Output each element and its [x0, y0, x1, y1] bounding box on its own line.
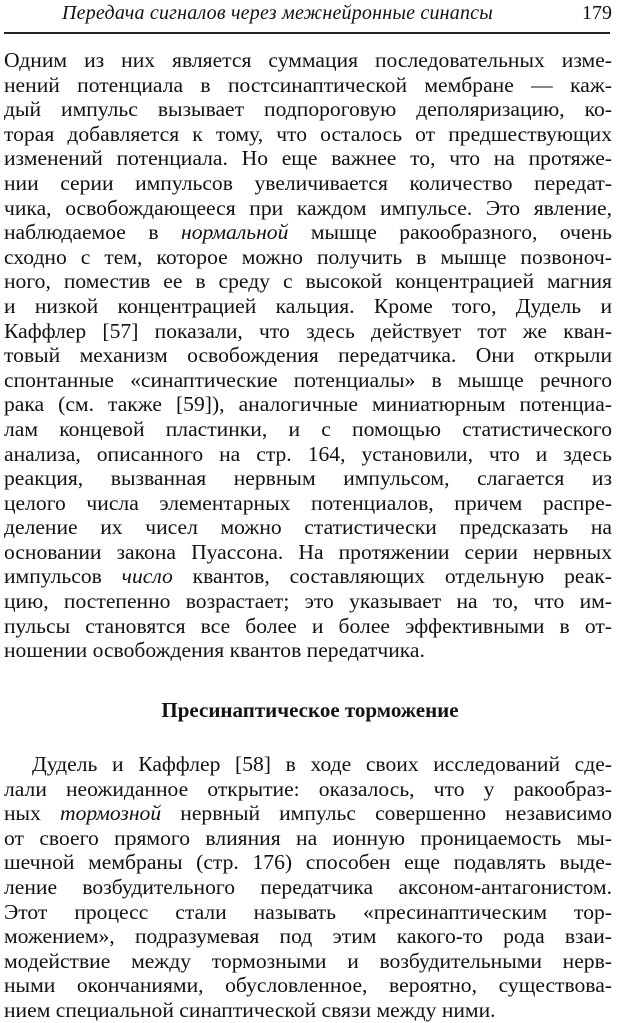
header-rule — [4, 32, 610, 34]
text-line: реакция, вызванная нервным импульсом, слагается из — [4, 466, 612, 491]
emphasis-normal: нормальной — [181, 220, 289, 245]
text-line: рака (см. также [59]), аналогичные миниатюрным потенциа- — [4, 392, 612, 417]
text-line: пульсы становятся все более и более эффективными в от- — [4, 613, 612, 638]
text-line: нием специальной синаптической связи между ними. — [4, 997, 496, 1022]
text-line: чика, освобождающееся при каждом импульсе. Это явление, — [4, 195, 612, 220]
section-heading: Пресинаптическое торможение — [161, 698, 459, 722]
text-line: лали неожиданное открытие: оказалось, что у ракообраз- — [4, 776, 612, 801]
text-segment: ных — [4, 801, 41, 826]
text-segment: нервный импульс совершенно независимо — [180, 801, 613, 826]
text-line: Каффлер [57] показали, что здесь действует тот же кван- — [4, 318, 612, 343]
page-number: 179 — [582, 2, 612, 24]
text-line: ного, поместив ее в среду с высокой концентрацией магния — [4, 269, 612, 294]
text-line: изменений потенциала. Но еще важнее то, что на протяже- — [4, 146, 612, 171]
text-line: целого числа элементарных потенциалов, причем распре- — [4, 490, 612, 515]
text-line: торая добавляется к тому, что осталось от предшествующих — [4, 121, 612, 146]
text-line: спонтанные «синаптические потенциалы» в мышце речного — [4, 367, 612, 392]
text-line: Дудель и Каффлер [58] в ходе своих исследований сде- — [32, 752, 612, 776]
text-line: основании закона Пуассона. На протяжении серии нервных — [4, 539, 612, 564]
text-segment: наблюдаемое в — [4, 220, 159, 245]
text-line: дый импульс вызывает подпороговую деполяризацию, ко- — [4, 97, 612, 122]
text-segment: мышце ракообразного, очень — [310, 220, 612, 245]
text-line: и низкой концентрацией кальция. Кроме того, Дудель и — [4, 293, 612, 318]
paragraph-2 — [4, 752, 612, 1023]
text-segment: квантов, составляющих отдельную реак- — [192, 564, 612, 589]
text-line: деление их чисел можно статистически предсказать на — [4, 515, 612, 540]
text-line: Одним из них является суммация последовательных изме- — [4, 48, 612, 72]
text-line: от своего прямого влияния на ионную проницаемость мы- — [4, 825, 612, 850]
text-line: нений потенциала в постсинаптической мембране — каж- — [4, 72, 612, 97]
text-line: нии серии импульсов увеличивается количество передат- — [4, 170, 612, 195]
text-line: цию, постепенно возрастает; это указывает на то, что им- — [4, 589, 612, 614]
text-line: ление возбудительного передатчика аксоном-антагонистом. — [4, 874, 612, 899]
emphasis-number: число — [121, 564, 173, 589]
text-line: анализа, описанного на стр. 164, установили, что и здесь — [4, 441, 612, 466]
text-line: товый механизм освобождения передатчика. Они открыли — [4, 343, 612, 368]
text-line: ношении освобождения квантов передатчика. — [4, 638, 425, 663]
paragraph-1 — [4, 48, 612, 663]
text-segment: импульсов — [4, 564, 102, 589]
text-line: Этот процесс стали называть «пресинаптическим тор- — [4, 899, 612, 924]
running-title: Передача сигналов через межнейронные синапсы — [62, 2, 494, 24]
text-line: шечной мембраны (стр. 176) способен еще подавлять выде- — [4, 850, 612, 875]
text-line: ными окончаниями, обусловленное, вероятно, существова- — [4, 973, 612, 998]
text-line — [4, 220, 612, 245]
text-line: модействие между тормозными и возбудительными нерв- — [4, 948, 612, 973]
running-head — [0, 2, 612, 32]
text-line — [4, 801, 612, 826]
text-line — [4, 564, 612, 589]
text-line: сходно с тем, которое можно получить в мышце позвоноч- — [4, 244, 612, 269]
emphasis-inhibitory: тормозной — [60, 801, 162, 826]
text-line: лам концевой пластинки, и с помощью статистического — [4, 416, 612, 441]
text-line: можением», подразумевая под этим какого-то рода взаи- — [4, 924, 612, 949]
